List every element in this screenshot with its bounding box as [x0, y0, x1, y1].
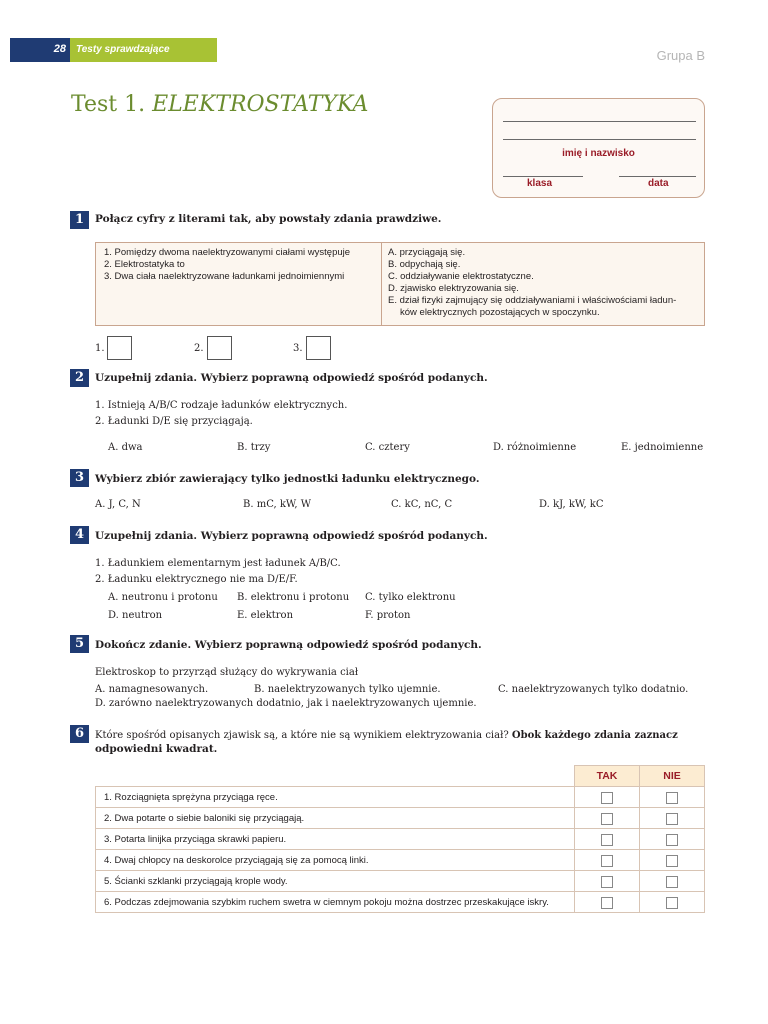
answer-option[interactable]: A. dwa	[108, 442, 143, 453]
column-yes: TAK	[575, 766, 640, 787]
task-number: 5	[70, 635, 89, 653]
matching-left-item: 3. Dwa ciała naelektryzowane ładunkami jednoimiennymi	[104, 271, 345, 282]
task-stem: Elektroskop to przyrząd służący do wykrywania ciał	[95, 667, 359, 678]
task-number: 6	[70, 725, 89, 743]
task-number: 4	[70, 526, 89, 544]
task-question	[95, 730, 678, 741]
matching-right-item: E. dział fizyki zajmujący się oddziaływaniami i właściwościami ładun-	[388, 295, 677, 306]
yes-checkbox[interactable]	[601, 792, 613, 804]
task-question-cont: odpowiedni kwadrat.	[95, 743, 218, 755]
answer-option[interactable]: B. trzy	[237, 442, 271, 453]
name-line-1[interactable]	[503, 121, 696, 122]
answer-option[interactable]: C. kC, nC, C	[391, 499, 453, 510]
answer-option[interactable]: A. J, C, N	[95, 499, 141, 510]
section-band	[70, 38, 217, 62]
matching-right-item: D. zjawisko elektryzowania się.	[388, 283, 519, 294]
no-checkbox[interactable]	[666, 876, 678, 888]
task-line: 1. Istnieją A/B/C rodzaje ładunków elektrycznych.	[95, 400, 348, 411]
date-label: data	[648, 178, 669, 189]
task-number: 1	[70, 211, 89, 229]
task-number: 3	[70, 469, 89, 487]
answer-option[interactable]: B. naelektryzowanych tylko ujemnie.	[254, 684, 441, 695]
table-header-row	[96, 766, 705, 787]
yes-checkbox[interactable]	[601, 855, 613, 867]
task-line: 1. Ładunkiem elementarnym jest ładunek A/B/C.	[95, 558, 341, 569]
answer-option[interactable]: C. cztery	[365, 442, 410, 453]
answer-box-1[interactable]	[107, 336, 132, 360]
answer-option[interactable]: E. jednoimienne	[621, 442, 704, 453]
test-title-subject: ELEKTROSTATYKA	[152, 92, 369, 117]
task-question-bold: Obok każdego zdania zaznacz	[511, 730, 678, 741]
matching-right-item: B. odpychają się.	[388, 259, 461, 270]
class-label: klasa	[527, 178, 553, 189]
matching-divider	[381, 243, 382, 325]
table-row	[96, 808, 705, 829]
answer-option[interactable]: D. neutron	[108, 610, 163, 621]
answer-option[interactable]: F. proton	[365, 610, 411, 621]
task-question: Wybierz zbiór zawierający tylko jednostki ładunku elektrycznego.	[95, 473, 480, 485]
yes-checkbox[interactable]	[601, 813, 613, 825]
answer-label-1: 1.	[95, 343, 105, 354]
date-line[interactable]	[619, 176, 696, 177]
answer-option[interactable]: D. kJ, kW, kC	[539, 499, 604, 510]
answer-option[interactable]: C. tylko elektronu	[365, 592, 456, 603]
statement: 6. Podczas zdejmowania szybkim ruchem swetra w ciemnym pokoju można dostrzec przeskakujące iskry.	[96, 892, 575, 913]
task-question: Uzupełnij zdania. Wybierz poprawną odpowiedź spośród podanych.	[95, 530, 488, 542]
student-info-box	[492, 98, 705, 198]
no-checkbox[interactable]	[666, 897, 678, 909]
class-line[interactable]	[503, 176, 583, 177]
statement: 4. Dwaj chłopcy na deskorolce przyciągają się za pomocą linki.	[96, 850, 575, 871]
yes-checkbox[interactable]	[601, 876, 613, 888]
table-header-blank	[96, 766, 575, 787]
no-checkbox[interactable]	[666, 834, 678, 846]
answer-option[interactable]: B. elektronu i protonu	[237, 592, 350, 603]
matching-right-item: A. przyciągają się.	[388, 247, 466, 258]
task-question: Uzupełnij zdania. Wybierz poprawną odpowiedź spośród podanych.	[95, 372, 488, 384]
statement: 3. Potarta linijka przyciąga skrawki papieru.	[96, 829, 575, 850]
matching-left-item: 2. Elektrostatyka to	[104, 259, 185, 270]
test-title-prefix: Test 1.	[71, 92, 146, 117]
statement: 2. Dwa potarte o siebie baloniki się przyciągają.	[96, 808, 575, 829]
matching-right-item: C. oddziaływanie elektrostatyczne.	[388, 271, 534, 282]
table-row	[96, 829, 705, 850]
name-line-2[interactable]	[503, 139, 696, 140]
table-row	[96, 892, 705, 913]
answer-option[interactable]: C. naelektryzowanych tylko dodatnio.	[498, 684, 689, 695]
answer-option[interactable]: E. elektron	[237, 610, 294, 621]
statement: 5. Ścianki szklanki przyciągają krople wody.	[96, 871, 575, 892]
task-line: 2. Ładunku elektrycznego nie ma D/E/F.	[95, 574, 298, 585]
section-title: Testy sprawdzające	[76, 44, 170, 55]
task-question-plain: Które spośród opisanych zjawisk są, a które nie są wynikiem elektryzowania ciał?	[95, 730, 509, 741]
group-label: Grupa B	[656, 48, 705, 63]
answer-option[interactable]: D. różnoimienne	[493, 442, 577, 453]
task-question: Dokończ zdanie. Wybierz poprawną odpowiedź spośród podanych.	[95, 639, 482, 651]
page-number: 28	[53, 43, 66, 55]
matching-left-item: 1. Pomiędzy dwoma naelektryzowanymi ciałami występuje	[104, 247, 351, 258]
task-number: 2	[70, 369, 89, 387]
yes-checkbox[interactable]	[601, 897, 613, 909]
yes-no-table	[95, 765, 705, 913]
answer-option[interactable]: A. neutronu i protonu	[108, 592, 218, 603]
table-row	[96, 871, 705, 892]
answer-label-2: 2.	[194, 343, 204, 354]
no-checkbox[interactable]	[666, 813, 678, 825]
yes-checkbox[interactable]	[601, 834, 613, 846]
matching-table	[95, 242, 705, 326]
answer-option[interactable]: B. mC, kW, W	[243, 499, 312, 510]
statement: 1. Rozciągnięta sprężyna przyciąga ręce.	[96, 787, 575, 808]
answer-box-2[interactable]	[207, 336, 232, 360]
answer-option[interactable]: D. zarówno naelektryzowanych dodatnio, jak i naelektryzowanych ujemnie.	[95, 698, 477, 709]
no-checkbox[interactable]	[666, 792, 678, 804]
table-row	[96, 787, 705, 808]
answer-option[interactable]: A. namagnesowanych.	[95, 684, 209, 695]
page-number-band	[10, 38, 70, 62]
matching-right-item: ków elektrycznych pozostających w spoczynku.	[400, 307, 600, 318]
no-checkbox[interactable]	[666, 855, 678, 867]
name-label: imię i nazwisko	[562, 148, 635, 159]
task-question: Połącz cyfry z literami tak, aby powstały zdania prawdziwe.	[95, 213, 442, 225]
task-line: 2. Ładunki D/E się przyciągają.	[95, 416, 253, 427]
table-row	[96, 850, 705, 871]
answer-box-3[interactable]	[306, 336, 331, 360]
column-no: NIE	[640, 766, 705, 787]
test-title	[71, 92, 368, 117]
answer-label-3: 3.	[293, 343, 303, 354]
